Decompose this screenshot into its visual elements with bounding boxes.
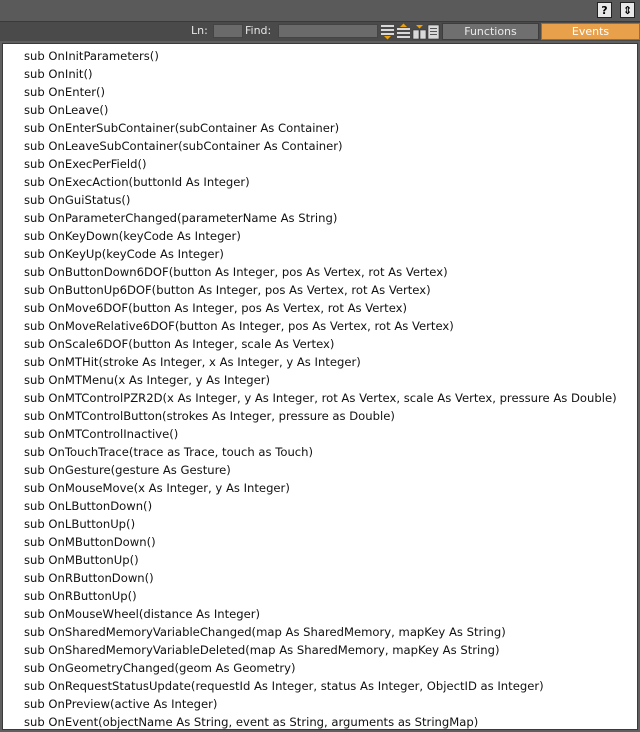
event-list-item[interactable]: sub OnInitParameters() (24, 49, 159, 63)
event-list-item[interactable]: sub OnTouchTrace(trace as Trace, touch as Touch) (24, 445, 314, 459)
event-list-item[interactable]: sub OnKeyUp(keyCode As Integer) (24, 247, 224, 261)
window-header (0, 0, 640, 21)
event-list-item[interactable]: sub OnInit() (24, 67, 93, 81)
bookmark-icon[interactable] (412, 23, 427, 40)
event-list-item[interactable]: sub OnLButtonDown() (24, 499, 153, 513)
find-previous-icon[interactable] (396, 23, 411, 40)
tab-functions[interactable]: Functions (442, 23, 539, 40)
find-label: Find: (245, 24, 272, 37)
find-next-icon[interactable] (380, 23, 395, 40)
event-list-item[interactable]: sub OnGeometryChanged(geom As Geometry) (24, 661, 296, 675)
find-input[interactable] (278, 24, 378, 38)
event-list-item[interactable]: sub OnMTMenu(x As Integer, y As Integer) (24, 373, 271, 387)
event-list-item[interactable]: sub OnMoveRelative6DOF(button As Integer, pos As Vertex, rot As Vertex) (24, 319, 454, 333)
event-list-item[interactable]: sub OnSharedMemoryVariableDeleted(map As SharedMemory, mapKey As String) (24, 643, 500, 657)
event-list-item[interactable]: sub OnEnter() (24, 85, 106, 99)
event-list-item[interactable]: sub OnMTControlPZR2D(x As Integer, y As Integer, rot As Vertex, scale As Vertex, pressure As Double) (24, 391, 617, 405)
event-list-item[interactable]: sub OnPreview(active As Integer) (24, 697, 218, 711)
event-list-item[interactable]: sub OnRequestStatusUpdate(requestId As Integer, status As Integer, ObjectID as Integer) (24, 679, 544, 693)
events-list (24, 47, 617, 731)
events-list-panel (2, 43, 638, 730)
event-list-item[interactable]: sub OnSharedMemoryVariableChanged(map As SharedMemory, mapKey As String) (24, 625, 506, 639)
event-list-item[interactable]: sub OnParameterChanged(parameterName As String) (24, 211, 338, 225)
maximize-icon[interactable]: ⇕ (620, 2, 635, 18)
event-list-item[interactable]: sub OnMButtonDown() (24, 535, 156, 549)
event-list-item[interactable]: sub OnLeaveSubContainer(subContainer As Container) (24, 139, 343, 153)
event-list-item[interactable]: sub OnScale6DOF(button As Integer, scale As Vertex) (24, 337, 335, 351)
event-list-item[interactable]: sub OnMTHit(stroke As Integer, x As Integer, y As Integer) (24, 355, 361, 369)
event-list-item[interactable]: sub OnMTControlInactive() (24, 427, 179, 441)
event-list-item[interactable]: sub OnKeyDown(keyCode As Integer) (24, 229, 241, 243)
event-list-item[interactable]: sub OnMouseMove(x As Integer, y As Integer) (24, 481, 290, 495)
event-list-item[interactable]: sub OnButtonUp6DOF(button As Integer, pos As Vertex, rot As Vertex) (24, 283, 431, 297)
event-list-item[interactable]: sub OnButtonDown6DOF(button As Integer, pos As Vertex, rot As Vertex) (24, 265, 448, 279)
event-list-item[interactable]: sub OnGuiStatus() (24, 193, 131, 207)
event-list-item[interactable]: sub OnMButtonUp() (24, 553, 139, 567)
event-list-item[interactable]: sub OnLeave() (24, 103, 109, 117)
event-list-item[interactable]: sub OnExecAction(buttonId As Integer) (24, 175, 250, 189)
event-list-item[interactable]: sub OnLButtonUp() (24, 517, 136, 531)
event-list-item[interactable]: sub OnEvent(objectName As String, event as String, arguments as StringMap) (24, 715, 479, 729)
document-icon[interactable] (426, 23, 441, 40)
event-list-item[interactable]: sub OnMove6DOF(button As Integer, pos As Vertex, rot As Vertex) (24, 301, 408, 315)
line-input[interactable] (213, 24, 243, 38)
event-list-item[interactable]: sub OnMouseWheel(distance As Integer) (24, 607, 261, 621)
line-label: Ln: (191, 24, 208, 37)
event-list-item[interactable]: sub OnExecPerField() (24, 157, 147, 171)
event-list-item[interactable]: sub OnMTControlButton(strokes As Integer, pressure as Double) (24, 409, 395, 423)
tab-events[interactable]: Events (541, 23, 640, 40)
event-list-item[interactable]: sub OnGesture(gesture As Gesture) (24, 463, 231, 477)
help-icon[interactable]: ? (597, 2, 612, 18)
script-toolbar (0, 21, 640, 41)
event-list-item[interactable]: sub OnRButtonUp() (24, 589, 137, 603)
event-list-item[interactable]: sub OnEnterSubContainer(subContainer As Container) (24, 121, 340, 135)
event-list-item[interactable]: sub OnRButtonDown() (24, 571, 154, 585)
